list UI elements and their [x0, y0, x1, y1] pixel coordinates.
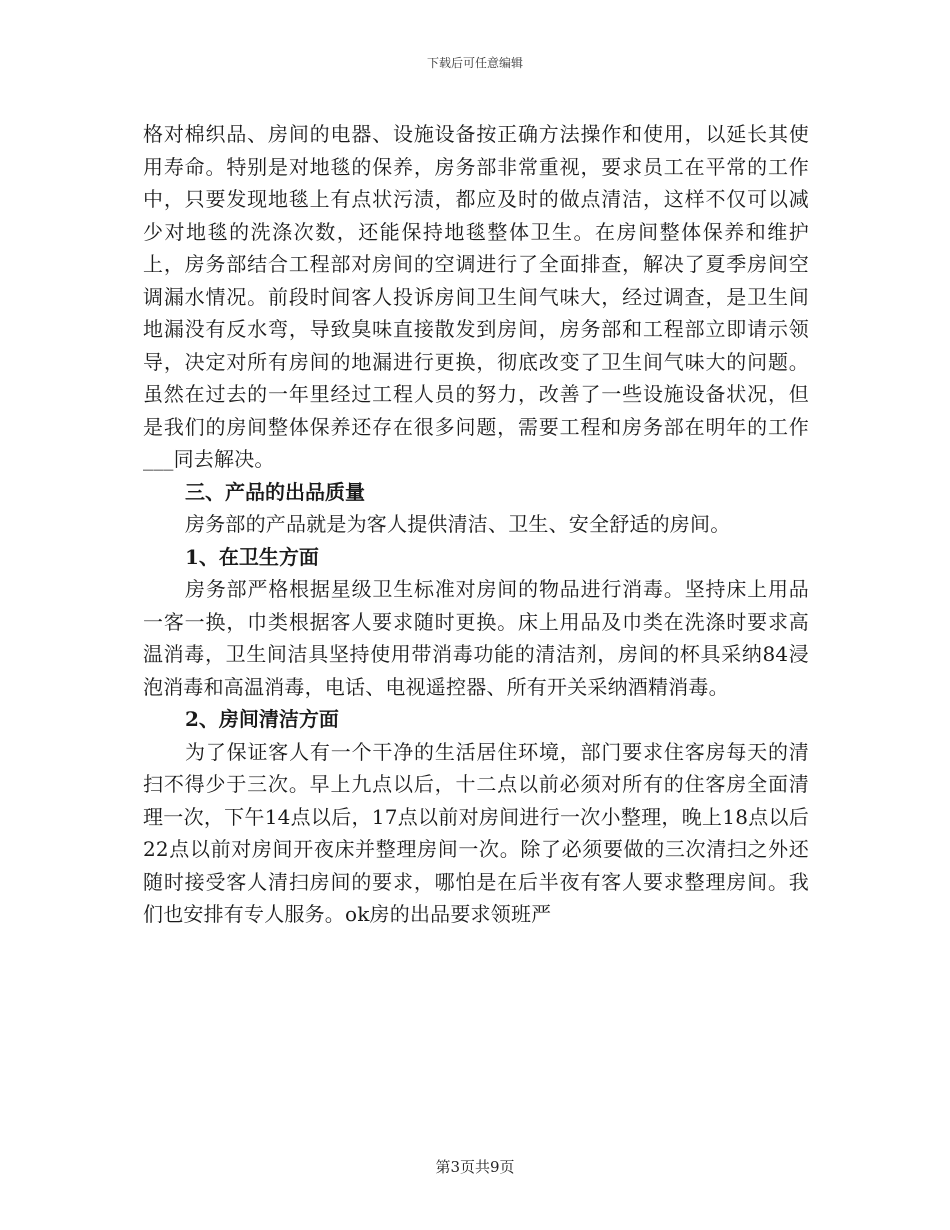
section-heading-product-quality: 三、产品的出品质量: [185, 479, 365, 504]
page-footer: 第3页共9页: [435, 1158, 515, 1176]
subheading-room-cleaning: 2、房间清洁方面: [185, 707, 339, 731]
paragraph-room-cleaning: 为了保证客人有一个干净的生活居住环境，部门要求住客房每天的清扫不得少于三次。早上九点以后，十二点以前必须对所有的住客房全面清理一次，下午14点以后，17点以前对房间进行一次小整理，晚上18点以后22点以前对房间开夜床并整理房间一次。除了必须要做的三次清扫之外还随时接受客人清扫房间的要求，哪怕是在后半夜有客人要求整理房间。我们也安排有专人服务。ok房的出品要求领班严: [143, 739, 809, 926]
document-body: [143, 118, 809, 931]
subheading-hygiene: 1、在卫生方面: [185, 544, 319, 569]
paragraph-maintenance: 格对棉织品、房间的电器、设施设备按正确方法操作和使用，以延长其使用寿命。特别是对地毯的保养，房务部非常重视，要求员工在平常的工作中，只要发现地毯上有点状污渍，都应及时的做点清洁，这样不仅可以减少对地毯的洗涤次数，还能保持地毯整体卫生。在房间整体保养和维护上，房务部结合工程部对房间的空调进行了全面排查，解决了夏季房间空调漏水情况。前段时间客人投诉房间卫生间气味大，经过调查，是卫生间地漏没有反水弯，导致臭味直接散发到房间，房务部和工程部立即请示领导，决定对所有房间的地漏进行更换，彻底改变了卫生间气味大的问题。虽然在过去的一年里经过工程人员的努力，改善了一些设施设备状况，但是我们的房间整体保养还存在很多问题，需要工程和房务部在明年的工作___同去解决。: [143, 122, 809, 471]
page-header: 下载后可任意编辑: [426, 56, 523, 70]
paragraph-product-intro: 房务部的产品就是为客人提供清洁、卫生、安全舒适的房间。: [185, 512, 731, 536]
paragraph-hygiene: 房务部严格根据星级卫生标准对房间的物品进行消毒。坚持床上用品一客一换，巾类根据客人要求随时更换。床上用品及巾类在洗涤时要求高温消毒，卫生间洁具坚持使用带消毒功能的清洁剂，房间的杯具采纳84浸泡消毒和高温消毒，电话、电视遥控器、所有开关采纳酒精消毒。: [143, 577, 809, 699]
